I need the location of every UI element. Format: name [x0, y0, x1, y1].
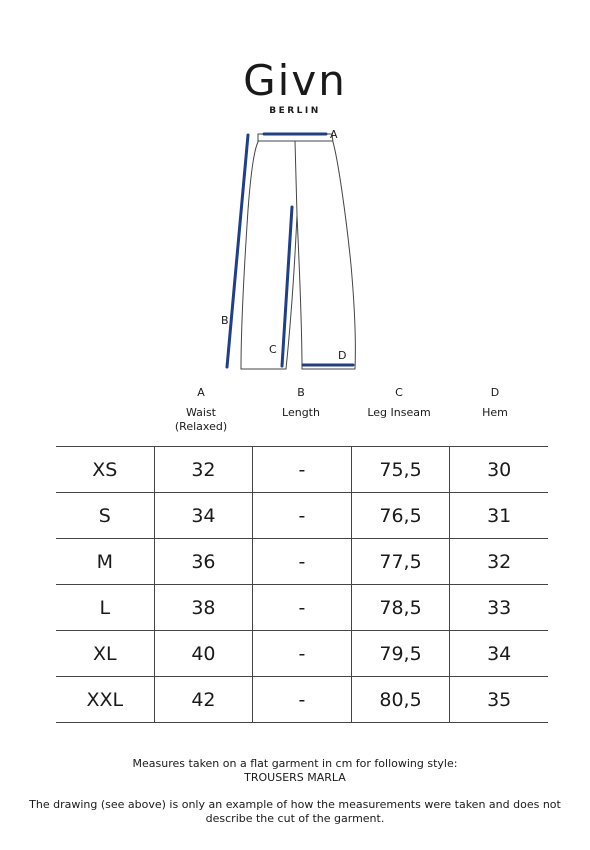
hem-cell: 34 [450, 631, 548, 677]
waist-cell: 42 [154, 677, 253, 723]
inseam-cell: 75,5 [351, 447, 450, 493]
waist-cell: 40 [154, 631, 253, 677]
column-header-hem [446, 386, 544, 420]
measure-line-c [282, 207, 292, 366]
column-letter: D [490, 386, 500, 399]
waist-cell: 38 [154, 585, 253, 631]
trousers-diagram [0, 120, 590, 380]
table-row [56, 585, 548, 631]
diagram-label-b: B [221, 314, 229, 327]
column-letter: B [297, 386, 305, 399]
length-cell: - [253, 493, 351, 539]
column-name: Length [282, 406, 320, 419]
table-row [56, 493, 548, 539]
column-name: Hem [482, 406, 508, 419]
inseam-cell: 76,5 [351, 493, 450, 539]
size-cell: S [56, 493, 154, 539]
measure-note: Measures taken on a flat garment in cm for following style: [132, 757, 458, 770]
size-cell: M [56, 539, 154, 585]
length-cell: - [253, 539, 351, 585]
length-cell: - [253, 677, 351, 723]
size-cell: XS [56, 447, 154, 493]
length-cell: - [253, 631, 351, 677]
column-name: Waist (Relaxed) [174, 406, 228, 433]
diagram-label-c: C [269, 343, 277, 356]
column-name: Leg Inseam [367, 406, 431, 419]
size-table [56, 446, 548, 723]
inseam-cell: 80,5 [351, 677, 450, 723]
hem-cell: 32 [450, 539, 548, 585]
column-letter: C [395, 386, 403, 399]
size-cell: XXL [56, 677, 154, 723]
length-cell: - [253, 585, 351, 631]
table-row [56, 539, 548, 585]
column-header-length [252, 386, 350, 420]
size-cell: L [56, 585, 154, 631]
waist-cell: 32 [154, 447, 253, 493]
hem-cell: 30 [450, 447, 548, 493]
hem-cell: 31 [450, 493, 548, 539]
hem-cell: 33 [450, 585, 548, 631]
table-row [56, 677, 548, 723]
brand-logo: Givn [243, 56, 347, 105]
size-cell: XL [56, 631, 154, 677]
column-header-waist [152, 386, 250, 434]
column-header-leg-inseam [350, 386, 448, 420]
hem-cell: 35 [450, 677, 548, 723]
trousers-outline [241, 134, 355, 369]
inseam-cell: 77,5 [351, 539, 450, 585]
diagram-label-a: A [330, 128, 338, 141]
inseam-cell: 78,5 [351, 585, 450, 631]
table-row [56, 447, 548, 493]
disclaimer: The drawing (see above) is only an example of how the measurements were taken and does not describe the cut of the garment. [29, 798, 561, 825]
column-letter: A [197, 386, 205, 399]
waist-cell: 34 [154, 493, 253, 539]
brand-city: BERLIN [269, 106, 321, 116]
diagram-label-d: D [338, 349, 347, 362]
inseam-cell: 79,5 [351, 631, 450, 677]
style-name: TROUSERS MARLA [244, 771, 346, 784]
length-cell: - [253, 447, 351, 493]
waist-cell: 36 [154, 539, 253, 585]
measure-line-b [227, 135, 248, 367]
table-row [56, 631, 548, 677]
